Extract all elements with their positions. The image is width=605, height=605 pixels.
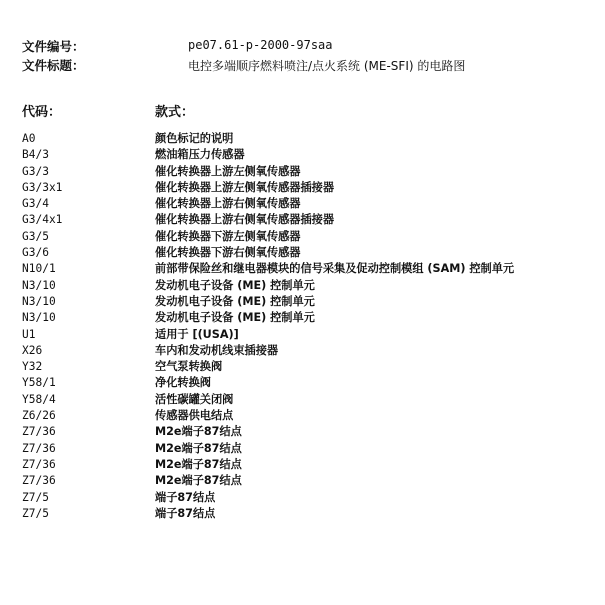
- row-description: 催化转换器下游左侧氧传感器: [155, 229, 301, 243]
- row-description: 传感器供电结点: [155, 409, 234, 423]
- table-row: [0, 310, 605, 326]
- table-row: [0, 261, 605, 277]
- row-code: Z7/36: [22, 425, 56, 439]
- table-row: [0, 180, 605, 196]
- table-row: [0, 375, 605, 391]
- table-row: [0, 212, 605, 228]
- doc-title-value: 电控多端顺序燃料喷注/点火系统 (ME-SFI) 的电路图: [188, 59, 466, 73]
- row-code: Y58/4: [22, 392, 56, 406]
- doc-number-value: pe07.61-p-2000-97saa: [188, 38, 333, 52]
- table-row: [0, 473, 605, 489]
- row-description: 端子87结点: [155, 490, 216, 504]
- row-description: 催化转换器下游右侧氧传感器: [155, 246, 301, 260]
- code-column-header: 代码：: [22, 105, 62, 120]
- row-description: 空气泵转换阀: [155, 360, 223, 374]
- row-description: 适用于 [(USA)]: [155, 327, 239, 341]
- row-description: 燃油箱压力传感器: [155, 148, 245, 162]
- row-code: G3/6: [22, 246, 49, 260]
- row-description: 活性碳罐关闭阀: [155, 392, 234, 406]
- row-code: A0: [22, 132, 36, 145]
- row-code: Z7/36: [22, 457, 56, 471]
- row-description: 催化转换器上游左侧氧传感器插接器: [155, 180, 335, 194]
- row-code: Y58/1: [22, 376, 56, 390]
- row-description: M2e端子87结点: [155, 457, 242, 471]
- row-code: Z7/5: [22, 506, 49, 520]
- row-code: B4/3: [22, 148, 49, 162]
- table-row: [0, 245, 605, 261]
- row-description: 车内和发动机线束插接器: [155, 343, 279, 357]
- table-row: [0, 164, 605, 180]
- row-code: G3/3: [22, 164, 49, 178]
- table-row: [0, 294, 605, 310]
- row-description: 净化转换阀: [155, 376, 211, 390]
- legend-table: [0, 131, 605, 522]
- row-description: 前部带保险丝和继电器模块的信号采集及促动控制模组 (SAM) 控制单元: [155, 262, 515, 276]
- table-row: [0, 359, 605, 375]
- table-row: [0, 278, 605, 294]
- row-description: 端子87结点: [155, 506, 216, 520]
- row-code: Z7/5: [22, 490, 49, 504]
- row-code: G3/4: [22, 197, 49, 211]
- table-row: [0, 457, 605, 473]
- row-description: 催化转换器上游右侧氧传感器插接器: [155, 213, 335, 227]
- table-row: [0, 506, 605, 522]
- doc-title-label: 文件标题：: [22, 58, 85, 73]
- row-code: G3/3x1: [22, 180, 63, 194]
- row-code: N10/1: [22, 262, 56, 276]
- row-code: U1: [22, 327, 36, 341]
- row-code: Z7/36: [22, 441, 56, 455]
- row-description: M2e端子87结点: [155, 425, 242, 439]
- row-code: X26: [22, 343, 43, 357]
- table-row: [0, 408, 605, 424]
- table-row: [0, 424, 605, 440]
- row-code: G3/5: [22, 229, 49, 243]
- table-row: [0, 229, 605, 245]
- table-row: [0, 196, 605, 212]
- table-row: [0, 441, 605, 457]
- table-row: [0, 490, 605, 506]
- row-code: G3/4x1: [22, 213, 63, 227]
- row-description: 催化转换器上游右侧氧传感器: [155, 197, 301, 211]
- row-description: 颜色标记的说明: [155, 132, 234, 145]
- row-code: N3/10: [22, 294, 56, 308]
- row-code: N3/10: [22, 278, 56, 292]
- row-description: 发动机电子设备 (ME) 控制单元: [155, 294, 315, 308]
- table-row: [0, 327, 605, 343]
- row-code: Y32: [22, 360, 43, 374]
- row-description: 催化转换器上游左侧氧传感器: [155, 164, 301, 178]
- table-row: [0, 147, 605, 163]
- row-description: M2e端子87结点: [155, 441, 242, 455]
- row-description: M2e端子87结点: [155, 474, 242, 488]
- row-description: 发动机电子设备 (ME) 控制单元: [155, 278, 315, 292]
- description-column-header: 款式：: [155, 105, 195, 120]
- row-description: 发动机电子设备 (ME) 控制单元: [155, 311, 315, 325]
- table-row: [0, 392, 605, 408]
- row-code: N3/10: [22, 311, 56, 325]
- row-code: Z6/26: [22, 409, 56, 423]
- table-row: [0, 131, 605, 147]
- table-row: [0, 343, 605, 359]
- row-code: Z7/36: [22, 474, 56, 488]
- doc-number-label: 文件编号：: [22, 39, 85, 54]
